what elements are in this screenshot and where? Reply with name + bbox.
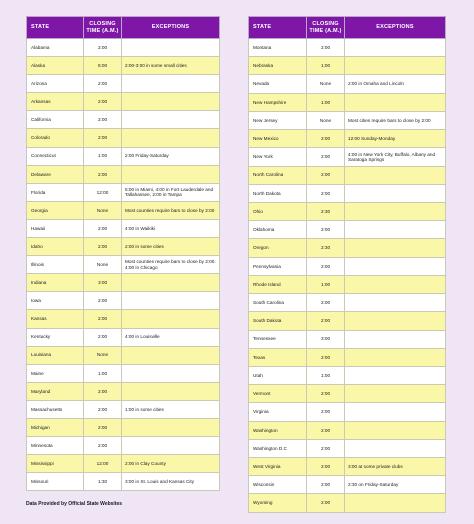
- table-row: [27, 400, 220, 418]
- closing-time-cell: 2:00: [307, 403, 345, 421]
- closing-time-cell: 12:00: [84, 183, 122, 201]
- table-row: [27, 274, 220, 292]
- closing-time-cell: None: [84, 201, 122, 219]
- table-row: [27, 437, 220, 455]
- exceptions-cell: [122, 274, 220, 292]
- exceptions-cell: [345, 202, 446, 220]
- table-row: [27, 201, 220, 219]
- state-cell: Kansas: [27, 310, 84, 328]
- table-row: [27, 364, 220, 382]
- state-column-header: STATE: [27, 17, 84, 39]
- closing-time-cell: 2:00: [84, 93, 122, 111]
- exceptions-cell: Most counties require bars to close by 2:00: [122, 201, 220, 219]
- state-column-header: STATE: [249, 17, 307, 39]
- closing-time-cell: 2:00: [84, 292, 122, 310]
- table-row: [27, 346, 220, 364]
- table-row: [249, 494, 446, 512]
- table-row: [249, 257, 446, 275]
- table-row: [249, 294, 446, 312]
- exceptions-cell: [122, 75, 220, 93]
- table-row: [249, 348, 446, 366]
- state-cell: Florida: [27, 183, 84, 201]
- table-row: [249, 111, 446, 129]
- state-cell: Texas: [249, 348, 307, 366]
- state-cell: Hawaii: [27, 219, 84, 237]
- state-cell: Kentucky: [27, 328, 84, 346]
- exceptions-cell: [122, 382, 220, 400]
- closing-time-cell: 1:00: [84, 364, 122, 382]
- closing-time-cell: 1:00: [84, 147, 122, 165]
- closing-time-cell: None: [84, 346, 122, 364]
- closing-time-cell: None: [307, 111, 345, 129]
- table-row: [27, 473, 220, 491]
- state-cell: Arkansas: [27, 93, 84, 111]
- state-cell: Massachusetts: [27, 400, 84, 418]
- table-row: [249, 275, 446, 293]
- closing-time-column-header: CLOSING TIME (A.M.): [84, 17, 122, 39]
- state-cell: Alabama: [27, 39, 84, 57]
- table-row: [249, 148, 446, 166]
- state-cell: Montana: [249, 39, 307, 57]
- state-cell: Washington: [249, 421, 307, 439]
- exceptions-cell: [345, 366, 446, 384]
- exceptions-cell: [345, 312, 446, 330]
- table-row: [249, 202, 446, 220]
- closing-time-cell: 2:00: [307, 148, 345, 166]
- exceptions-cell: 12:00 Sunday-Monday: [345, 130, 446, 148]
- closing-time-cell: 2:30: [307, 239, 345, 257]
- exceptions-cell: [345, 494, 446, 512]
- exceptions-column-header: EXCEPTIONS: [345, 17, 446, 39]
- table-row: [27, 328, 220, 346]
- state-cell: Pennsylvania: [249, 257, 307, 275]
- state-cell: Maryland: [27, 382, 84, 400]
- state-cell: Iowa: [27, 292, 84, 310]
- state-cell: Idaho: [27, 238, 84, 256]
- exceptions-cell: [345, 257, 446, 275]
- table-row: [249, 130, 446, 148]
- table-row: [249, 439, 446, 457]
- closing-time-cell: 2:00: [84, 165, 122, 183]
- exceptions-cell: [122, 364, 220, 382]
- exceptions-cell: [345, 439, 446, 457]
- exceptions-cell: 4:00 in New York City, Buffalo, Albany and Saratoga Springs: [345, 148, 446, 166]
- table-row: [27, 165, 220, 183]
- closing-time-cell: 2:00: [307, 458, 345, 476]
- table-row: [249, 366, 446, 384]
- state-cell: South Carolina: [249, 294, 307, 312]
- state-cell: Louisiana: [27, 346, 84, 364]
- exceptions-cell: [345, 294, 446, 312]
- closing-time-cell: 2:00: [84, 382, 122, 400]
- state-cell: Oregon: [249, 239, 307, 257]
- state-cell: Tennessee: [249, 330, 307, 348]
- exceptions-cell: 1:00 in some cities: [122, 400, 220, 418]
- exceptions-cell: [345, 403, 446, 421]
- table-row: [27, 57, 220, 75]
- table-row: [249, 221, 446, 239]
- state-cell: Rhode Island: [249, 275, 307, 293]
- state-cell: Georgia: [27, 201, 84, 219]
- exceptions-cell: [345, 275, 446, 293]
- state-cell: California: [27, 111, 84, 129]
- closing-time-cell: 1:00: [307, 57, 345, 75]
- exceptions-cell: 3:00 at some private clubs: [345, 458, 446, 476]
- closing-time-cell: 2:00: [307, 39, 345, 57]
- state-cell: Connecticut: [27, 147, 84, 165]
- closing-time-cell: 1:00: [307, 366, 345, 384]
- exceptions-cell: [122, 292, 220, 310]
- closing-time-cell: 2:00: [307, 494, 345, 512]
- state-cell: Nevada: [249, 75, 307, 93]
- state-cell: New Mexico: [249, 130, 307, 148]
- exceptions-cell: [122, 111, 220, 129]
- state-cell: West Virginia: [249, 458, 307, 476]
- state-cell: Nebraska: [249, 57, 307, 75]
- exceptions-cell: 4:00 in Louisville: [122, 328, 220, 346]
- state-cell: New Hampshire: [249, 93, 307, 111]
- state-cell: Illinois: [27, 256, 84, 274]
- table-row: [249, 39, 446, 57]
- exceptions-cell: 2:30 on Friday-Saturday: [345, 476, 446, 494]
- exceptions-cell: [345, 221, 446, 239]
- exceptions-cell: [345, 184, 446, 202]
- exceptions-cell: 3:00 in St. Louis and Kansas City: [122, 473, 220, 491]
- table-row: [249, 421, 446, 439]
- state-cell: North Carolina: [249, 166, 307, 184]
- state-cell: New Jersey: [249, 111, 307, 129]
- exceptions-cell: 2:00-3:00 in some small cities: [122, 57, 220, 75]
- closing-time-cell: 1:30: [84, 473, 122, 491]
- header-row: [249, 17, 446, 39]
- closing-time-cell: 2:30: [307, 202, 345, 220]
- closing-time-cell: 2:00: [307, 312, 345, 330]
- exceptions-cell: [122, 437, 220, 455]
- exceptions-cell: [345, 348, 446, 366]
- table-row: [249, 57, 446, 75]
- state-cell: Wyoming: [249, 494, 307, 512]
- state-cell: Maine: [27, 364, 84, 382]
- table-row: [249, 239, 446, 257]
- table-row: [27, 75, 220, 93]
- state-cell: Vermont: [249, 385, 307, 403]
- closing-time-column-header: CLOSING TIME (A.M.): [307, 17, 345, 39]
- closing-time-cell: 2:00: [307, 294, 345, 312]
- exceptions-cell: [122, 39, 220, 57]
- table-row: [249, 385, 446, 403]
- table-row: [27, 455, 220, 473]
- state-cell: Arizona: [27, 75, 84, 93]
- closing-time-cell: 2:00: [84, 111, 122, 129]
- state-cell: Alaska: [27, 57, 84, 75]
- closing-time-cell: 2:00: [84, 437, 122, 455]
- exceptions-cell: 5:00 in Miami, 4:00 in Fort Lauderdale and Tallahassee, 2:00 in Tampa: [122, 183, 220, 201]
- table-row: [27, 418, 220, 436]
- exceptions-cell: [345, 39, 446, 57]
- state-cell: Oklahoma: [249, 221, 307, 239]
- closing-time-cell: 2:00: [84, 75, 122, 93]
- closing-time-cell: 2:00: [84, 328, 122, 346]
- closing-time-cell: 2:00: [307, 385, 345, 403]
- closing-time-cell: 2:00: [307, 348, 345, 366]
- closing-time-cell: None: [307, 75, 345, 93]
- closing-time-cell: 2:00: [307, 130, 345, 148]
- exceptions-cell: [122, 93, 220, 111]
- table-row: [249, 312, 446, 330]
- exceptions-cell: [345, 57, 446, 75]
- state-cell: Mississippi: [27, 455, 84, 473]
- closing-time-cell: 1:00: [307, 93, 345, 111]
- table-row: [27, 310, 220, 328]
- table-row: [249, 476, 446, 494]
- table-row: [27, 256, 220, 274]
- exceptions-cell: 2:00 in some cities: [122, 238, 220, 256]
- table-row: [27, 382, 220, 400]
- exceptions-cell: [345, 421, 446, 439]
- exceptions-cell: [345, 239, 446, 257]
- state-cell: Washington D.C: [249, 439, 307, 457]
- exceptions-cell: [345, 385, 446, 403]
- closing-time-cell: 5:00: [84, 57, 122, 75]
- closing-time-cell: 12:00: [84, 455, 122, 473]
- table-row: [249, 166, 446, 184]
- data-source-note: Data Provided by Official State Websites: [26, 501, 123, 507]
- table-row: [249, 403, 446, 421]
- closing-time-cell: 1:00: [307, 275, 345, 293]
- closing-time-cell: 2:00: [307, 257, 345, 275]
- exceptions-cell: [122, 129, 220, 147]
- table-row: [27, 219, 220, 237]
- exceptions-cell: Most cities require bars to close by 2:00: [345, 111, 446, 129]
- closing-time-cell: 2:00: [84, 219, 122, 237]
- closing-time-cell: 2:00: [84, 310, 122, 328]
- closing-time-cell: 2:00: [84, 39, 122, 57]
- closing-time-cell: 2:00: [307, 421, 345, 439]
- exceptions-column-header: EXCEPTIONS: [122, 17, 220, 39]
- table-row: [27, 39, 220, 57]
- exceptions-cell: 4:00 in Waikiki: [122, 219, 220, 237]
- exceptions-cell: [122, 310, 220, 328]
- left-closing-times-table: [26, 16, 220, 491]
- right-closing-times-table: [248, 16, 446, 513]
- table-row: [249, 458, 446, 476]
- table-row: [27, 147, 220, 165]
- exceptions-cell: 2:00 in Omaha and Lincoln: [345, 75, 446, 93]
- exceptions-cell: [122, 165, 220, 183]
- closing-time-cell: 2:00: [84, 238, 122, 256]
- state-cell: North Dakota: [249, 184, 307, 202]
- exceptions-cell: [345, 166, 446, 184]
- table-row: [27, 93, 220, 111]
- exceptions-cell: [345, 93, 446, 111]
- table-row: [27, 292, 220, 310]
- state-cell: Michigan: [27, 418, 84, 436]
- exceptions-cell: [122, 418, 220, 436]
- table-row: [249, 75, 446, 93]
- state-cell: New York: [249, 148, 307, 166]
- exceptions-cell: [122, 346, 220, 364]
- table-row: [249, 184, 446, 202]
- closing-time-cell: 2:00: [307, 439, 345, 457]
- table-row: [27, 183, 220, 201]
- header-row: [27, 17, 220, 39]
- closing-time-cell: 3:00: [84, 274, 122, 292]
- exceptions-cell: 2:00 in Clay County: [122, 455, 220, 473]
- state-cell: Minnesota: [27, 437, 84, 455]
- closing-time-cell: 2:00: [84, 400, 122, 418]
- closing-time-cell: 2:00: [307, 221, 345, 239]
- state-cell: Wisconsin: [249, 476, 307, 494]
- exceptions-cell: [345, 330, 446, 348]
- state-cell: Missouri: [27, 473, 84, 491]
- closing-time-cell: 2:00: [307, 476, 345, 494]
- table-row: [27, 238, 220, 256]
- state-cell: Colorado: [27, 129, 84, 147]
- state-cell: Indiana: [27, 274, 84, 292]
- table-row: [249, 330, 446, 348]
- state-cell: South Dakota: [249, 312, 307, 330]
- exceptions-cell: 2:00 Friday-Saturday: [122, 147, 220, 165]
- state-cell: Ohio: [249, 202, 307, 220]
- closing-time-cell: 3:00: [307, 330, 345, 348]
- closing-time-cell: 2:00: [307, 184, 345, 202]
- state-cell: Virginia: [249, 403, 307, 421]
- closing-time-cell: 2:00: [84, 129, 122, 147]
- closing-time-cell: 2:00: [307, 166, 345, 184]
- closing-time-cell: 2:00: [84, 418, 122, 436]
- table-row: [27, 129, 220, 147]
- exceptions-cell: Most counties require bars to close by 2:00. 4:00 in Chicago: [122, 256, 220, 274]
- closing-time-cell: None: [84, 256, 122, 274]
- state-cell: Utah: [249, 366, 307, 384]
- table-row: [27, 111, 220, 129]
- table-row: [249, 93, 446, 111]
- state-cell: Delaware: [27, 165, 84, 183]
